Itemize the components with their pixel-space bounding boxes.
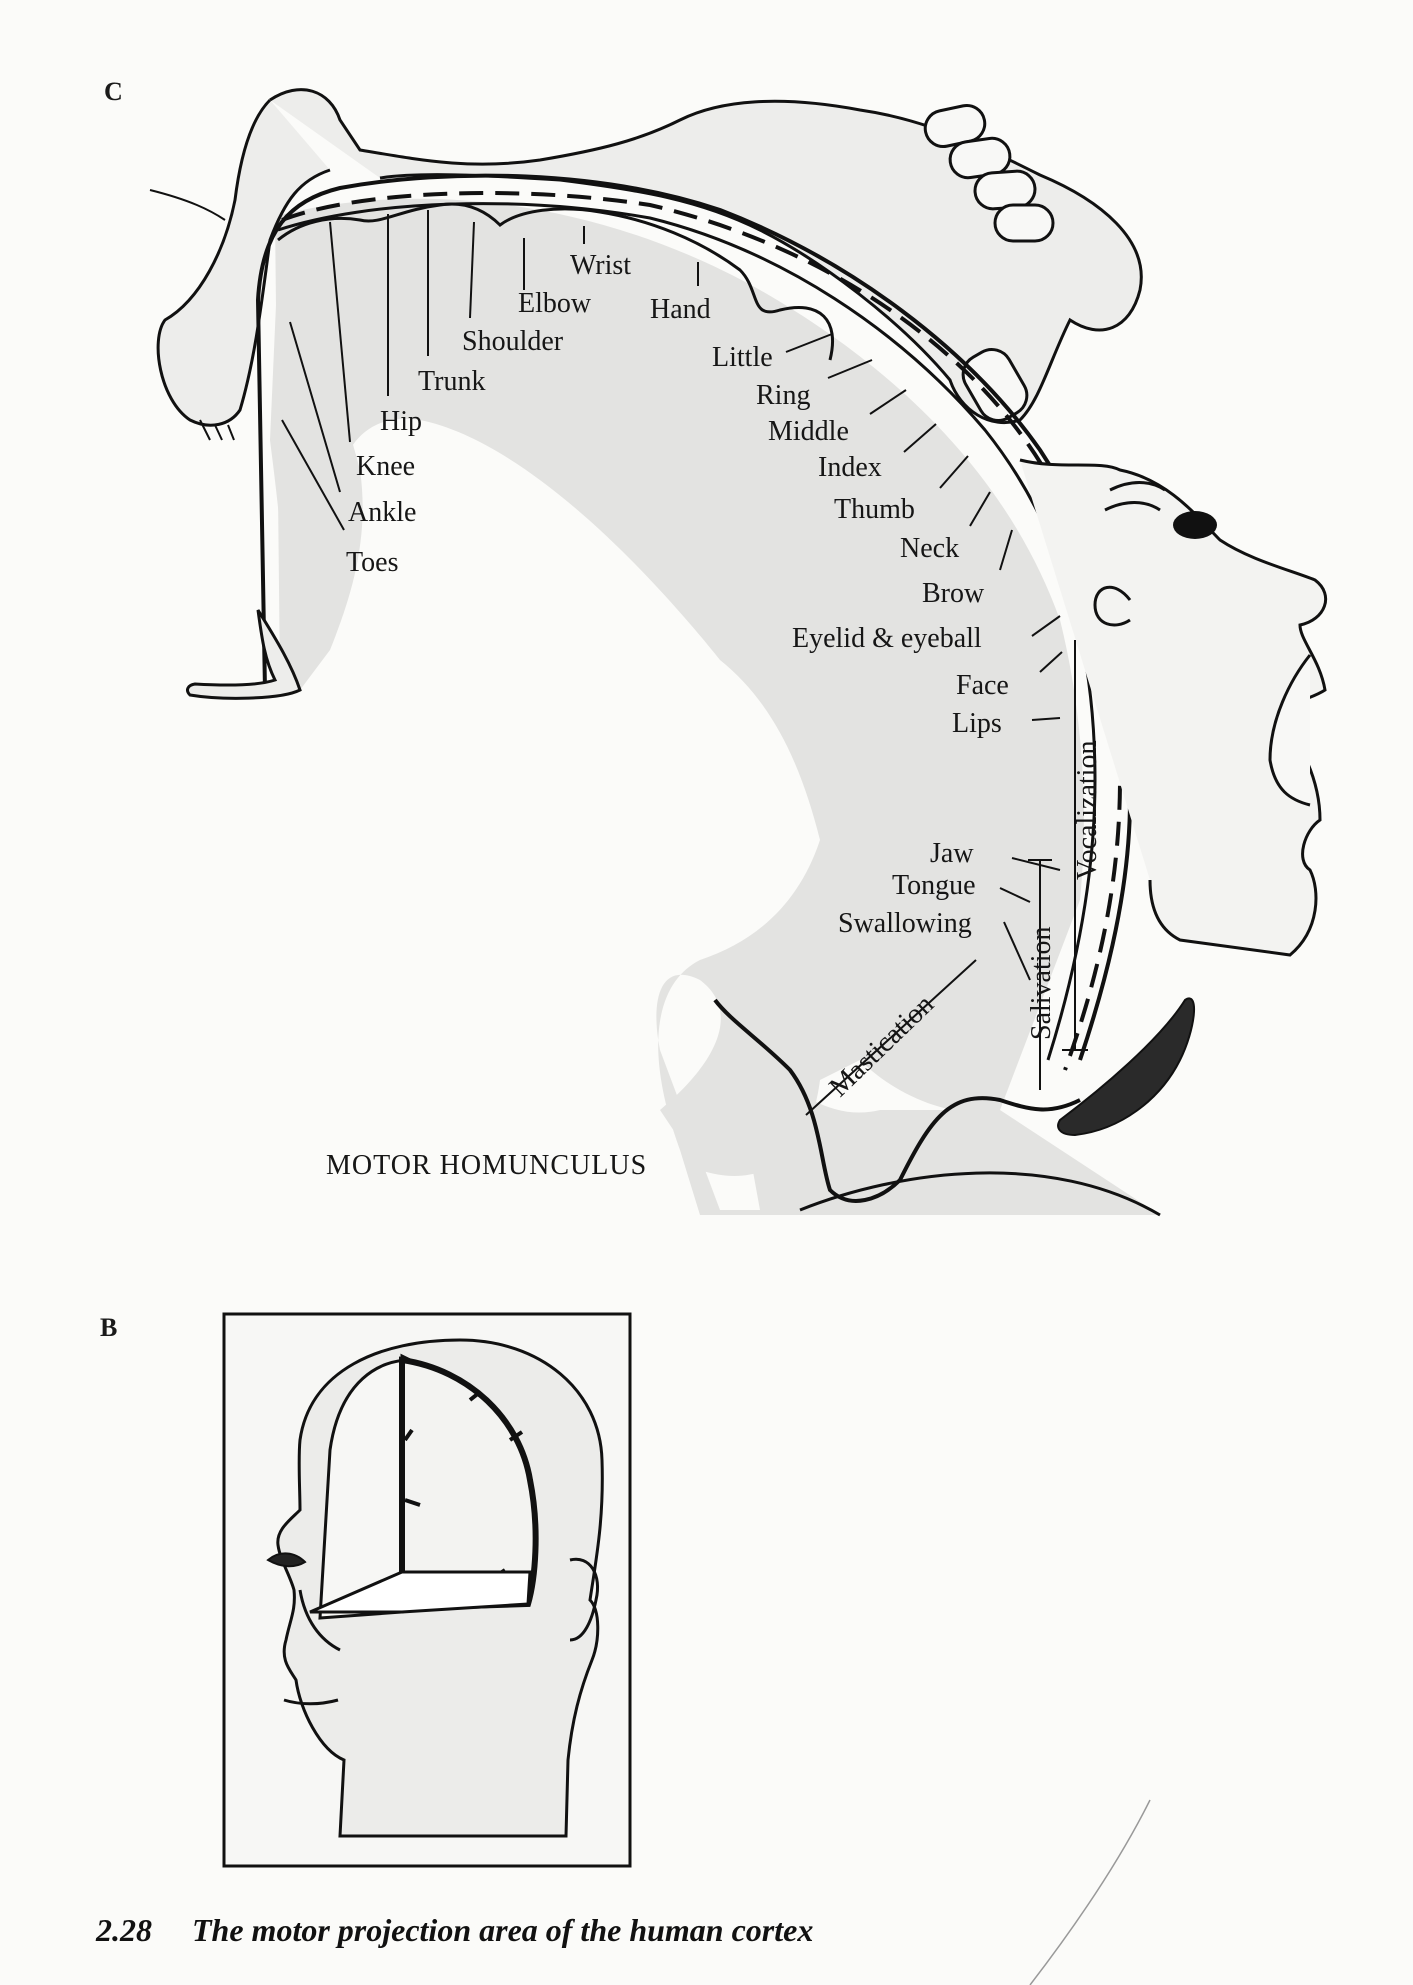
label-elbow: Elbow	[518, 288, 592, 319]
label-brow: Brow	[922, 578, 985, 609]
label-ring: Ring	[756, 380, 811, 411]
label-shoulder: Shoulder	[462, 326, 564, 357]
label-tongue: Tongue	[892, 870, 976, 901]
panel-b-letter: B	[100, 1313, 118, 1342]
left-trunk-line	[150, 190, 225, 220]
label-ankle: Ankle	[348, 497, 417, 528]
label-face: Face	[956, 670, 1009, 701]
label-little: Little	[712, 342, 773, 373]
faint-arc	[1030, 1800, 1150, 1985]
figure-caption	[96, 1912, 813, 1949]
label-knee: Knee	[356, 451, 416, 482]
label-vocalization: Vocalization	[1072, 740, 1103, 880]
label-toes: Toes	[346, 547, 399, 578]
label-middle: Middle	[768, 416, 849, 447]
panel-c-letter: C	[104, 77, 123, 106]
label-index: Index	[818, 452, 882, 483]
eye-icon	[1173, 511, 1217, 539]
tongue-blob	[1058, 998, 1194, 1135]
finger-4	[995, 205, 1053, 241]
label-hand: Hand	[650, 294, 711, 325]
label-swallowing: Swallowing	[838, 908, 972, 939]
caption-text: The motor projection area of the human cortex	[192, 1912, 814, 1948]
label-wrist: Wrist	[570, 250, 632, 281]
label-trunk: Trunk	[418, 366, 486, 397]
panel-c-title: MOTOR HOMUNCULUS	[326, 1150, 648, 1181]
label-thumb: Thumb	[834, 494, 915, 525]
label-mastication: Mastication	[823, 988, 940, 1104]
caption-number: 2.28	[96, 1912, 152, 1948]
label-eyelid: Eyelid & eyeball	[792, 623, 982, 654]
label-neck: Neck	[900, 533, 960, 564]
label-hip: Hip	[380, 406, 422, 437]
label-jaw: Jaw	[930, 838, 974, 869]
label-salivation: Salivation	[1026, 926, 1057, 1040]
label-lips: Lips	[952, 708, 1002, 739]
